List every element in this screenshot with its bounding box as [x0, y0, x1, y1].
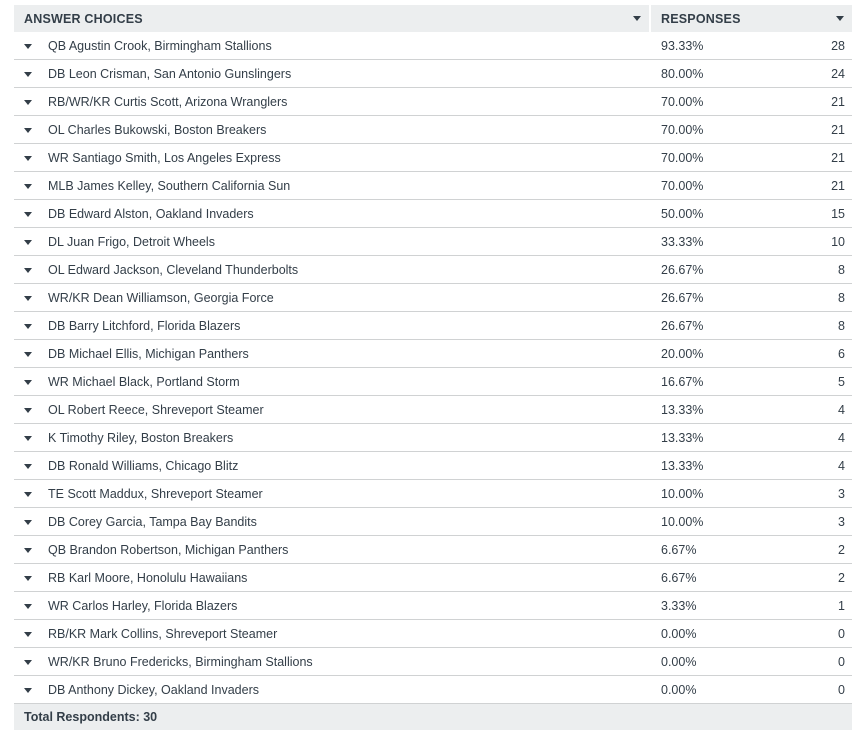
expand-caret-down-icon[interactable] — [14, 340, 42, 368]
expand-caret-down-icon[interactable] — [14, 676, 42, 704]
response-percent: 10.00% — [661, 486, 704, 501]
sort-responses-chevron-down-icon[interactable] — [836, 16, 844, 21]
answer-choice-label: DB Anthony Dickey, Oakland Invaders — [48, 682, 259, 697]
response-count: 0 — [838, 682, 845, 697]
caret-down-icon — [24, 632, 32, 637]
caret-down-icon — [24, 352, 32, 357]
answer-choice-label: OL Charles Bukowski, Boston Breakers — [48, 122, 267, 137]
expand-caret-down-icon[interactable] — [14, 508, 42, 536]
expand-caret-down-icon[interactable] — [14, 592, 42, 620]
answer-choice-label: WR/KR Dean Williamson, Georgia Force — [48, 290, 274, 305]
caret-down-icon — [24, 492, 32, 497]
answer-choice-label: OL Edward Jackson, Cleveland Thunderbolts — [48, 262, 299, 277]
caret-down-icon — [24, 688, 32, 693]
response-percent: 93.33% — [661, 38, 704, 53]
response-percent: 26.67% — [661, 290, 704, 305]
response-percent: 10.00% — [661, 514, 704, 529]
answer-choice-label: WR Michael Black, Portland Storm — [48, 374, 240, 389]
response-percent: 33.33% — [661, 234, 704, 249]
response-percent: 0.00% — [661, 654, 697, 669]
response-count: 8 — [838, 262, 845, 277]
answer-choice-label: DB Michael Ellis, Michigan Panthers — [48, 346, 249, 361]
response-count: 5 — [838, 374, 845, 389]
table-row — [14, 32, 852, 60]
response-percent: 70.00% — [661, 178, 704, 193]
response-percent: 50.00% — [661, 206, 704, 221]
answer-choice-label: DB Corey Garcia, Tampa Bay Bandits — [48, 514, 257, 529]
table-row — [14, 536, 852, 564]
table-row — [14, 312, 852, 340]
table-row — [14, 676, 852, 704]
response-percent: 70.00% — [661, 122, 704, 137]
table-row — [14, 116, 852, 144]
response-percent: 13.33% — [661, 458, 704, 473]
response-count: 3 — [838, 486, 845, 501]
response-percent: 16.67% — [661, 374, 704, 389]
response-percent: 0.00% — [661, 682, 697, 697]
caret-down-icon — [24, 240, 32, 245]
answer-choice-label: WR/KR Bruno Fredericks, Birmingham Stallions — [48, 654, 313, 669]
responses-header-label: RESPONSES — [661, 11, 741, 26]
response-count: 4 — [838, 402, 845, 417]
expand-caret-down-icon[interactable] — [14, 648, 42, 676]
table-row — [14, 648, 852, 676]
table-row — [14, 88, 852, 116]
response-count: 10 — [831, 234, 845, 249]
caret-down-icon — [24, 436, 32, 441]
expand-caret-down-icon[interactable] — [14, 452, 42, 480]
table-footer — [14, 704, 852, 730]
response-percent: 26.67% — [661, 262, 704, 277]
response-count: 2 — [838, 542, 845, 557]
answer-choice-label: DB Leon Crisman, San Antonio Gunslingers — [48, 66, 292, 81]
results-table — [14, 5, 852, 730]
answer-choice-label: WR Carlos Harley, Florida Blazers — [48, 598, 238, 613]
table-row — [14, 424, 852, 452]
expand-caret-down-icon[interactable] — [14, 536, 42, 564]
caret-down-icon — [24, 128, 32, 133]
caret-down-icon — [24, 660, 32, 665]
responses-header[interactable] — [651, 5, 852, 32]
table-row — [14, 144, 852, 172]
table-header — [14, 5, 852, 32]
caret-down-icon — [24, 268, 32, 273]
response-percent: 13.33% — [661, 402, 704, 417]
response-count: 8 — [838, 290, 845, 305]
response-percent: 26.67% — [661, 318, 704, 333]
table-row — [14, 564, 852, 592]
caret-down-icon — [24, 72, 32, 77]
table-body — [14, 32, 852, 704]
response-count: 6 — [838, 346, 845, 361]
answer-choice-label: RB/WR/KR Curtis Scott, Arizona Wranglers — [48, 94, 288, 109]
caret-down-icon — [24, 44, 32, 49]
response-percent: 70.00% — [661, 150, 704, 165]
table-row — [14, 256, 852, 284]
expand-caret-down-icon[interactable] — [14, 396, 42, 424]
caret-down-icon — [24, 604, 32, 609]
response-count: 0 — [838, 654, 845, 669]
answer-choice-label: DL Juan Frigo, Detroit Wheels — [48, 234, 215, 249]
table-row — [14, 60, 852, 88]
answer-choice-label: TE Scott Maddux, Shreveport Steamer — [48, 486, 263, 501]
caret-down-icon — [24, 464, 32, 469]
expand-caret-down-icon[interactable] — [14, 480, 42, 508]
answer-choice-label: RB Karl Moore, Honolulu Hawaiians — [48, 570, 248, 585]
answer-choice-label: DB Edward Alston, Oakland Invaders — [48, 206, 254, 221]
answer-choice-label: DB Ronald Williams, Chicago Blitz — [48, 458, 239, 473]
answer-choice-label: QB Brandon Robertson, Michigan Panthers — [48, 542, 289, 557]
sort-choices-chevron-down-icon[interactable] — [633, 16, 641, 21]
answer-choice-label: K Timothy Riley, Boston Breakers — [48, 430, 234, 445]
response-percent: 0.00% — [661, 626, 697, 641]
expand-caret-down-icon[interactable] — [14, 564, 42, 592]
response-count: 4 — [838, 430, 845, 445]
answer-choice-label: MLB James Kelley, Southern California Sun — [48, 178, 291, 193]
response-percent: 13.33% — [661, 430, 704, 445]
table-row — [14, 368, 852, 396]
response-percent: 6.67% — [661, 570, 697, 585]
caret-down-icon — [24, 184, 32, 189]
table-row — [14, 284, 852, 312]
answer-choice-label: RB/KR Mark Collins, Shreveport Steamer — [48, 626, 278, 641]
response-count: 21 — [831, 122, 845, 137]
caret-down-icon — [24, 380, 32, 385]
answer-choices-header[interactable] — [14, 5, 649, 32]
total-respondents: Total Respondents: 30 — [24, 710, 158, 724]
expand-caret-down-icon[interactable] — [14, 60, 42, 88]
expand-caret-down-icon[interactable] — [14, 88, 42, 116]
response-count: 24 — [831, 66, 845, 81]
caret-down-icon — [24, 156, 32, 161]
table-row — [14, 508, 852, 536]
response-count: 21 — [831, 178, 845, 193]
caret-down-icon — [24, 520, 32, 525]
expand-caret-down-icon[interactable] — [14, 144, 42, 172]
caret-down-icon — [24, 548, 32, 553]
caret-down-icon — [24, 408, 32, 413]
answer-choices-header-label: ANSWER CHOICES — [24, 11, 143, 26]
caret-down-icon — [24, 296, 32, 301]
response-count: 0 — [838, 626, 845, 641]
caret-down-icon — [24, 212, 32, 217]
response-percent: 80.00% — [661, 66, 704, 81]
caret-down-icon — [24, 324, 32, 329]
answer-choice-label: OL Robert Reece, Shreveport Steamer — [48, 402, 264, 417]
table-row — [14, 592, 852, 620]
table-row — [14, 172, 852, 200]
answer-choice-label: WR Santiago Smith, Los Angeles Express — [48, 150, 281, 165]
expand-caret-down-icon[interactable] — [14, 172, 42, 200]
expand-caret-down-icon[interactable] — [14, 200, 42, 228]
answer-choice-label: QB Agustin Crook, Birmingham Stallions — [48, 38, 272, 53]
response-count: 15 — [831, 206, 845, 221]
response-count: 21 — [831, 150, 845, 165]
answer-choice-label: DB Barry Litchford, Florida Blazers — [48, 318, 241, 333]
expand-caret-down-icon[interactable] — [14, 256, 42, 284]
table-row — [14, 620, 852, 648]
response-count: 8 — [838, 318, 845, 333]
table-row — [14, 200, 852, 228]
response-count: 28 — [831, 38, 845, 53]
caret-down-icon — [24, 100, 32, 105]
response-count: 3 — [838, 514, 845, 529]
expand-caret-down-icon[interactable] — [14, 284, 42, 312]
expand-caret-down-icon[interactable] — [14, 32, 42, 60]
table-row — [14, 480, 852, 508]
response-count: 4 — [838, 458, 845, 473]
response-count: 21 — [831, 94, 845, 109]
table-row — [14, 340, 852, 368]
expand-caret-down-icon[interactable] — [14, 424, 42, 452]
expand-caret-down-icon[interactable] — [14, 368, 42, 396]
response-count: 1 — [838, 598, 845, 613]
caret-down-icon — [24, 576, 32, 581]
expand-caret-down-icon[interactable] — [14, 620, 42, 648]
table-row — [14, 396, 852, 424]
response-count: 2 — [838, 570, 845, 585]
response-percent: 3.33% — [661, 598, 697, 613]
expand-caret-down-icon[interactable] — [14, 116, 42, 144]
table-row — [14, 228, 852, 256]
expand-caret-down-icon[interactable] — [14, 228, 42, 256]
expand-caret-down-icon[interactable] — [14, 312, 42, 340]
response-percent: 70.00% — [661, 94, 704, 109]
response-percent: 6.67% — [661, 542, 697, 557]
response-percent: 20.00% — [661, 346, 704, 361]
table-row — [14, 452, 852, 480]
